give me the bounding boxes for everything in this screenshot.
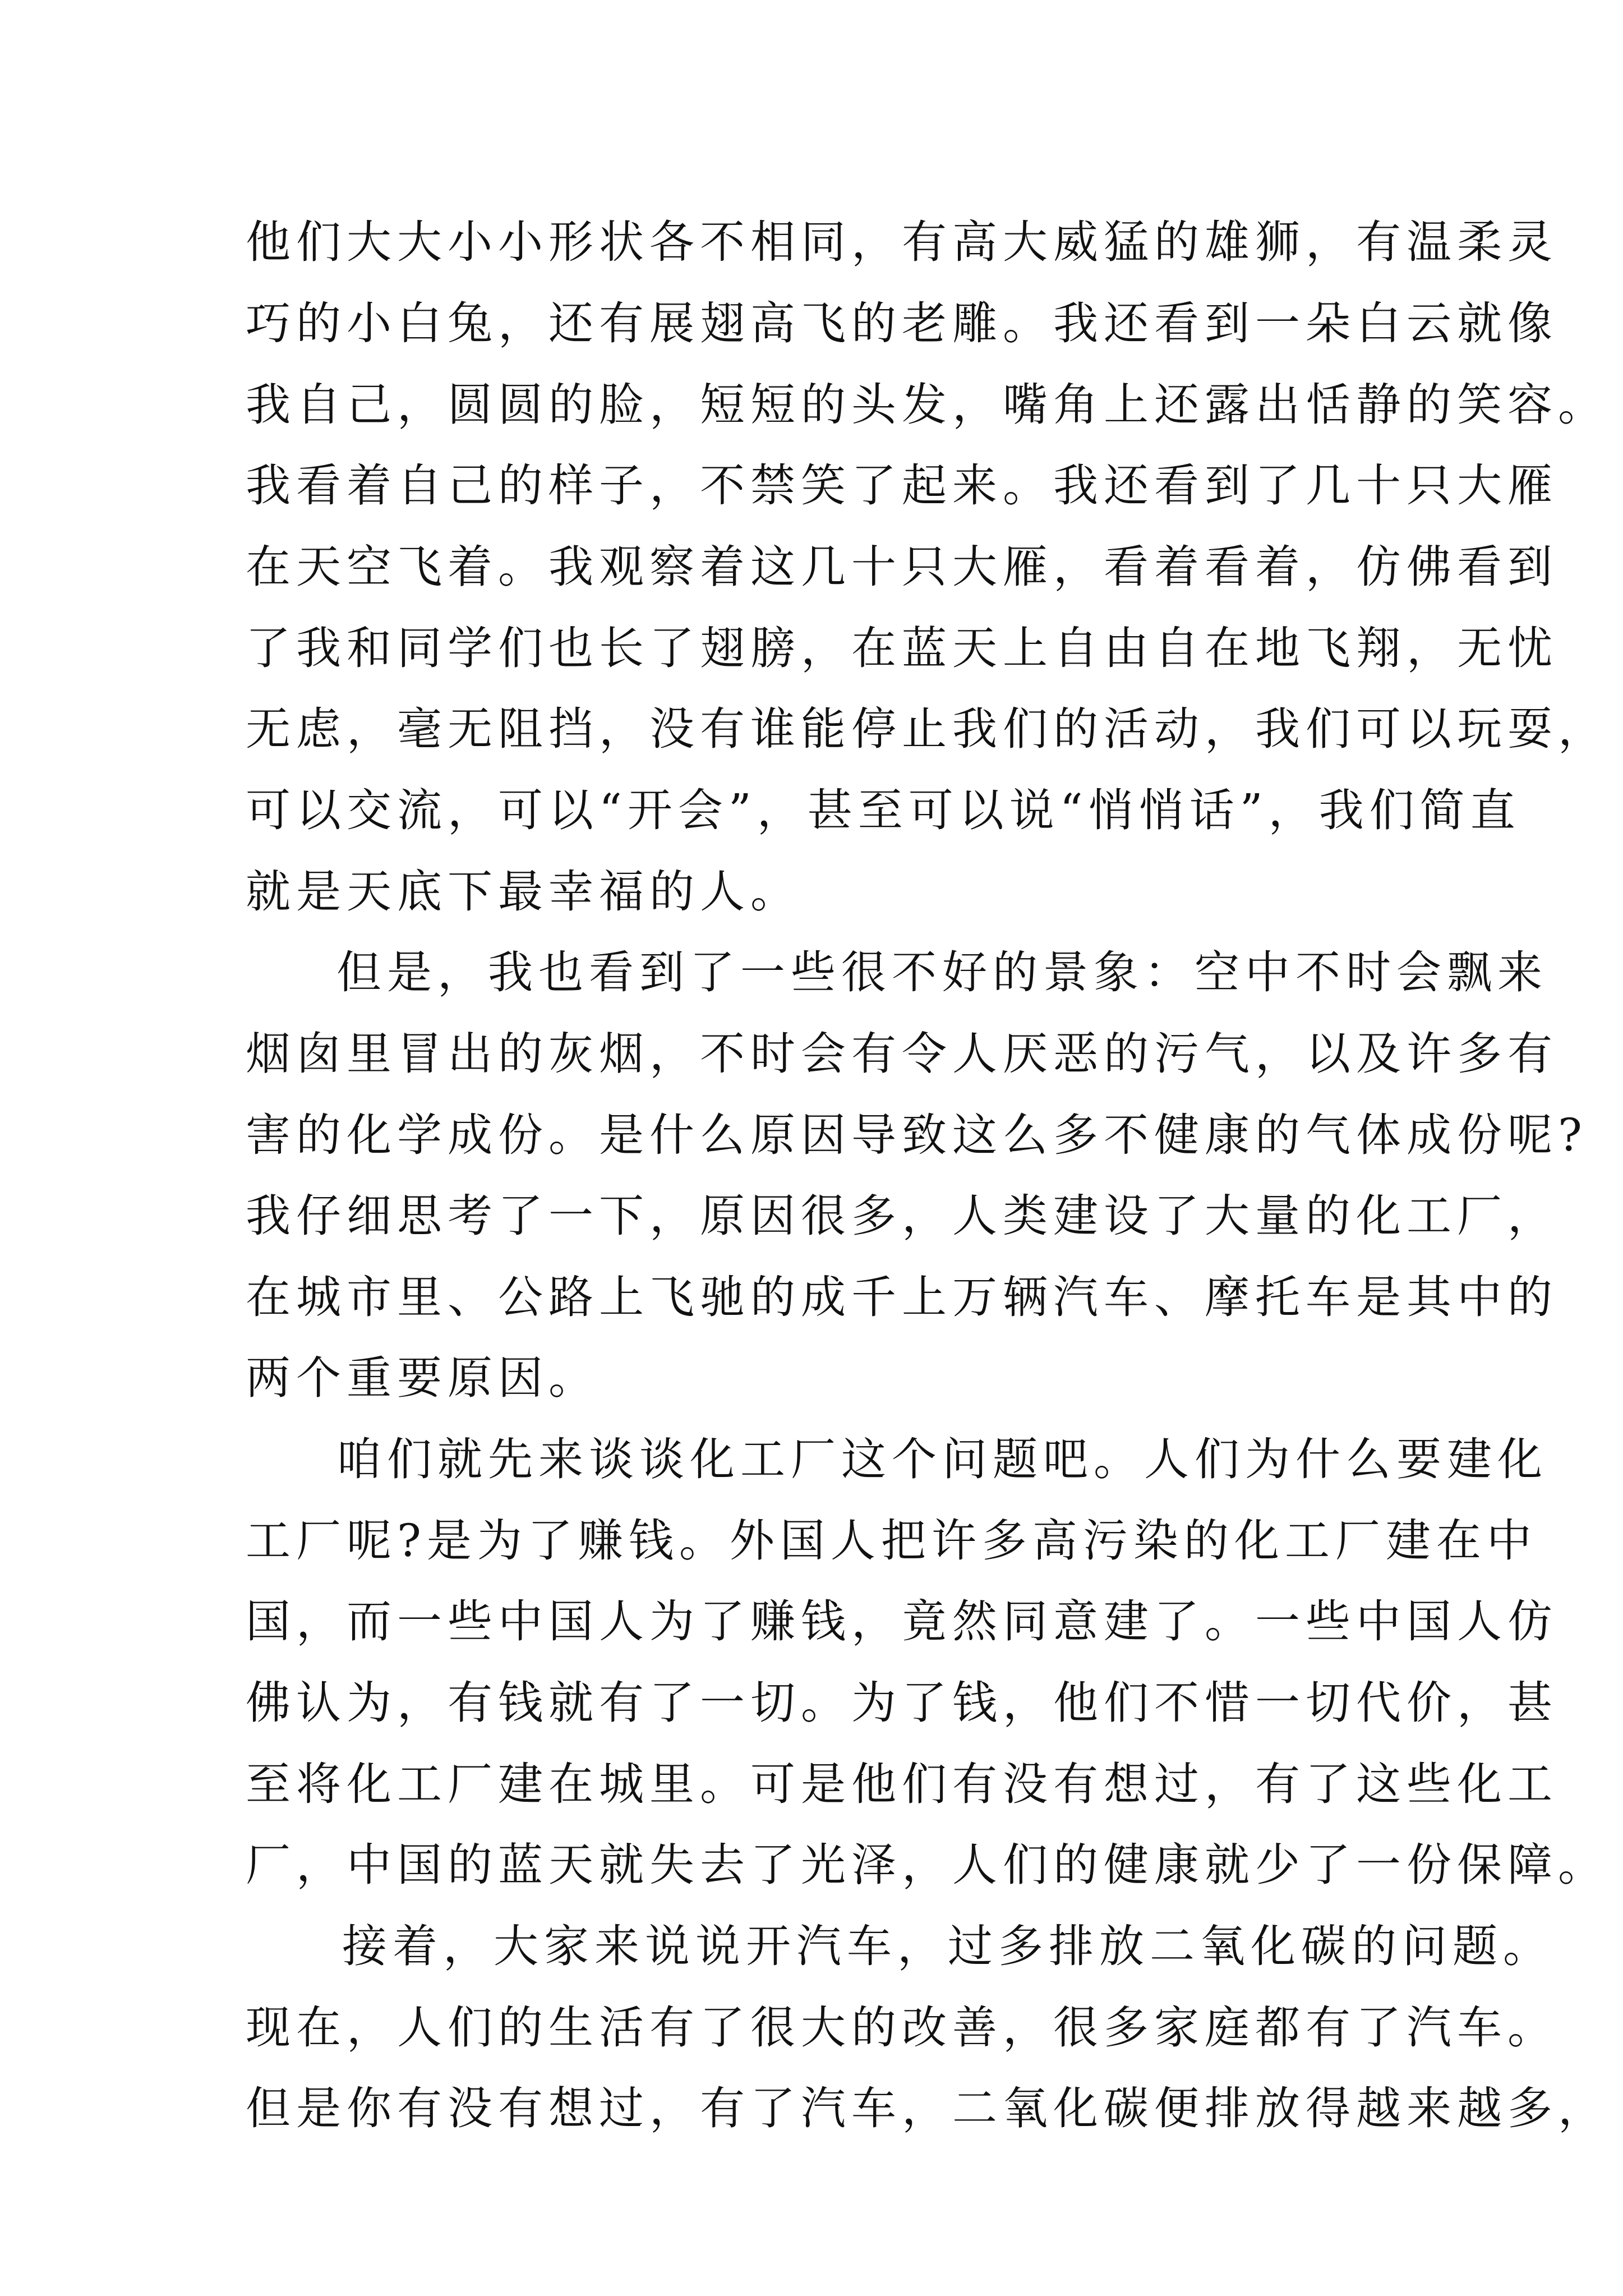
text-line: 我仔细思考了一下，原因很多，人类建设了大量的化工厂， (246, 1190, 1558, 1242)
text-line: 工厂呢?是为了赚钱。外国人把许多高污染的化工厂建在中 (246, 1515, 1537, 1567)
text-line: 巧的小白兔，还有展翅高飞的老雕。我还看到一朵白云就像 (246, 297, 1558, 349)
text-line: 厂，中国的蓝天就失去了光泽，人们的健康就少了一份保障。 (246, 1839, 1608, 1891)
text-line: 无虑，毫无阻挡，没有谁能停止我们的活动，我们可以玩耍， (246, 703, 1608, 755)
text-line: 两个重要原因。 (246, 1352, 599, 1404)
text-line: 但是，我也看到了一些很不好的景象：空中不时会飘来 (336, 946, 1548, 999)
text-line: 害的化学成份。是什么原因导致这么多不健康的气体成份呢? (246, 1109, 1588, 1161)
text-line: 我看着自己的样子，不禁笑了起来。我还看到了几十只大雁 (246, 459, 1558, 512)
text-line: 烟囱里冒出的灰烟，不时会有令人厌恶的污气，以及许多有 (246, 1028, 1558, 1080)
text-line: 现在，人们的生活有了很大的改善，很多家庭都有了汽车。 (246, 2001, 1558, 2054)
text-line: 了我和同学们也长了翅膀，在蓝天上自由自在地飞翔，无忧 (246, 622, 1558, 674)
text-line: 他们大大小小形状各不相同，有高大威猛的雄狮，有温柔灵 (246, 216, 1558, 268)
text-line: 我自己，圆圆的脸，短短的头发，嘴角上还露出恬静的笑容。 (246, 379, 1608, 431)
text-line: 佛认为，有钱就有了一切。为了钱，他们不惜一切代价，甚 (246, 1677, 1558, 1729)
text-line: 至将化工厂建在城里。可是他们有没有想过，有了这些化工 (246, 1758, 1558, 1810)
text-line: 在天空飞着。我观察着这几十只大雁，看着看着，仿佛看到 (246, 541, 1558, 593)
text-line: 咱们就先来谈谈化工厂这个问题吧。人们为什么要建化 (336, 1433, 1548, 1485)
text-line: 国，而一些中国人为了赚钱，竟然同意建了。一些中国人仿 (246, 1595, 1558, 1648)
text-line: 但是你有没有想过，有了汽车，二氧化碳便排放得越来越多， (246, 2082, 1608, 2134)
text-line: 就是天底下最幸福的人。 (246, 866, 801, 918)
text-line: 接着，大家来说说开汽车，过多排放二氧化碳的问题。 (342, 1920, 1553, 1972)
text-line: 可以交流，可以“开会”，甚至可以说“悄悄话”，我们简直 (246, 784, 1521, 836)
text-line: 在城市里、公路上飞驰的成千上万辆汽车、摩托车是其中的 (246, 1271, 1558, 1323)
